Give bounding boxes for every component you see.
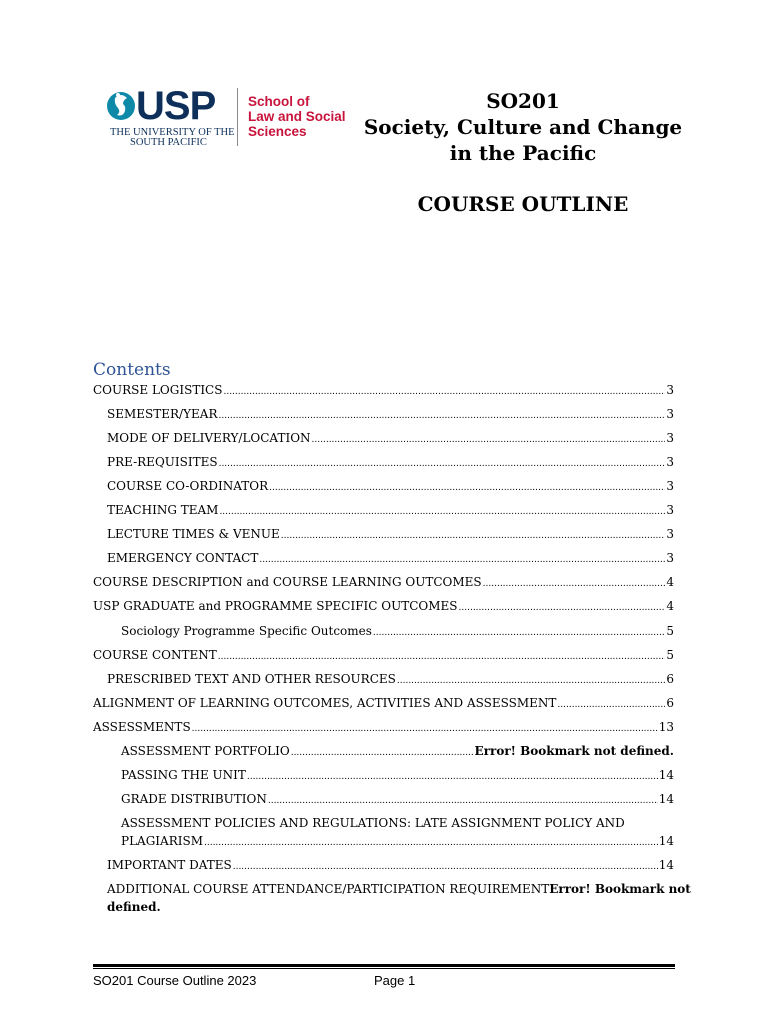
- toc-leader: [204, 834, 658, 848]
- toc-label: ASSESSMENTS: [93, 720, 191, 734]
- toc-label: COURSE CONTENT: [93, 648, 217, 662]
- toc-leader: [223, 383, 665, 397]
- toc-leader: [247, 768, 658, 782]
- toc-error: Error! Bookmark not defined.: [474, 744, 674, 758]
- toc-label: COURSE DESCRIPTION and COURSE LEARNING OUTCOMES: [93, 575, 482, 589]
- toc-entry[interactable]: [121, 768, 674, 782]
- toc-label: SEMESTER/YEAR: [107, 407, 218, 421]
- toc-page: 14: [658, 792, 674, 806]
- toc-leader: [281, 527, 666, 541]
- toc-page: 3: [666, 383, 674, 397]
- toc-leader: [192, 720, 658, 734]
- toc-entry[interactable]: [93, 648, 674, 662]
- toc-entry[interactable]: [107, 503, 674, 517]
- footer-rule-thin: [93, 968, 675, 969]
- toc-entry[interactable]: [93, 696, 674, 710]
- toc-label-line1[interactable]: ASSESSMENT POLICIES AND REGULATIONS: LATE ASSIGNMENT POLICY AND: [121, 816, 625, 830]
- document-type: COURSE OUTLINE: [417, 192, 629, 216]
- toc-leader: [218, 407, 665, 421]
- toc-label: PASSING THE UNIT: [121, 768, 246, 782]
- toc-error: Error! Bookmark not: [549, 882, 691, 896]
- logo-divider: [237, 88, 238, 146]
- toc-page: 14: [658, 768, 674, 782]
- toc-label: MODE OF DELIVERY/LOCATION: [107, 431, 311, 445]
- toc-label: LECTURE TIMES & VENUE: [107, 527, 280, 541]
- toc-entry[interactable]: [107, 672, 674, 686]
- toc-label: ASSESSMENT PORTFOLIO: [121, 744, 290, 758]
- toc-entry[interactable]: [121, 792, 674, 806]
- toc-leader: [233, 858, 658, 872]
- usp-logo: [106, 86, 356, 148]
- toc-leader: [373, 624, 665, 638]
- toc-entry[interactable]: [107, 551, 674, 565]
- toc-page: 3: [666, 479, 674, 493]
- school-name: [248, 94, 346, 139]
- toc-entry[interactable]: [107, 431, 674, 445]
- toc-page: 3: [666, 503, 674, 517]
- toc-leader: [219, 503, 665, 517]
- toc-page: 3: [666, 455, 674, 469]
- toc-page: 4: [666, 599, 674, 613]
- toc-leader: [557, 696, 665, 710]
- toc-label: Sociology Programme Specific Outcomes: [121, 624, 372, 638]
- toc-leader: [397, 672, 665, 686]
- toc-entry[interactable]: [107, 882, 691, 896]
- toc-label: COURSE LOGISTICS: [93, 383, 223, 397]
- toc-page: 6: [666, 696, 674, 710]
- toc-leader: [259, 551, 665, 565]
- toc-page: 14: [658, 834, 674, 848]
- course-title-line2: in the Pacific: [449, 141, 597, 165]
- toc-leader: [269, 479, 665, 493]
- school-name-line2: Law and Social: [248, 109, 346, 124]
- toc-entry[interactable]: [121, 834, 674, 848]
- usp-wordmark: USP: [136, 84, 216, 128]
- toc-entry[interactable]: [93, 720, 674, 734]
- toc-entry[interactable]: [121, 624, 674, 638]
- toc-label: ADDITIONAL COURSE ATTENDANCE/PARTICIPATION REQUIREMENT: [107, 882, 550, 896]
- toc-page: 13: [658, 720, 674, 734]
- school-name-line1: School of: [248, 94, 310, 109]
- toc-entry[interactable]: [93, 599, 674, 613]
- toc-entry[interactable]: [93, 383, 674, 397]
- toc-leader: [218, 648, 666, 662]
- footer-course-label: SO201 Course Outline 2023: [93, 973, 257, 988]
- toc-entry[interactable]: [107, 527, 674, 541]
- toc-label: TEACHING TEAM: [107, 503, 219, 517]
- toc-label: GRADE DISTRIBUTION: [121, 792, 267, 806]
- toc-page: 3: [666, 431, 674, 445]
- toc-entry[interactable]: [121, 744, 674, 758]
- toc-leader: [312, 431, 666, 445]
- toc-label: PLAGIARISM: [121, 834, 203, 848]
- toc-page: 3: [666, 551, 674, 565]
- toc-page: 3: [666, 407, 674, 421]
- school-name-line3: Sciences: [248, 124, 307, 139]
- toc-page: 5: [666, 624, 674, 638]
- toc-page: 5: [666, 648, 674, 662]
- usp-emblem-icon: [106, 86, 136, 126]
- toc-label: ALIGNMENT OF LEARNING OUTCOMES, ACTIVITIES AND ASSESSMENT: [93, 696, 557, 710]
- toc-leader: [291, 744, 474, 758]
- toc-entry[interactable]: [93, 575, 674, 589]
- toc-leader: [459, 599, 666, 613]
- toc-leader: [268, 792, 658, 806]
- toc-leader: [483, 575, 666, 589]
- toc-label: USP GRADUATE and PROGRAMME SPECIFIC OUTCOMES: [93, 599, 458, 613]
- toc-label: EMERGENCY CONTACT: [107, 551, 259, 565]
- toc-entry[interactable]: [107, 455, 674, 469]
- university-name-line1: THE UNIVERSITY OF THE: [110, 127, 235, 138]
- toc-page: 6: [666, 672, 674, 686]
- course-title-line1: Society, Culture and Change: [363, 115, 683, 139]
- toc-entry[interactable]: [107, 858, 674, 872]
- toc-label: IMPORTANT DATES: [107, 858, 232, 872]
- toc-page: 4: [666, 575, 674, 589]
- university-name-line2: SOUTH PACIFIC: [130, 137, 207, 148]
- footer-rule: [93, 964, 675, 967]
- toc-leader: [219, 455, 666, 469]
- toc-label: PRE-REQUISITES: [107, 455, 218, 469]
- toc-page: 14: [658, 858, 674, 872]
- toc-entry[interactable]: [107, 407, 674, 421]
- toc-error-line2: defined.: [107, 900, 161, 914]
- footer-page-number: Page 1: [374, 973, 416, 988]
- contents-heading: Contents: [93, 360, 171, 380]
- toc-page: 3: [666, 527, 674, 541]
- toc-entry[interactable]: [107, 479, 674, 493]
- toc-label: COURSE CO-ORDINATOR: [107, 479, 269, 493]
- course-code: SO201: [486, 89, 560, 113]
- toc-label: PRESCRIBED TEXT AND OTHER RESOURCES: [107, 672, 396, 686]
